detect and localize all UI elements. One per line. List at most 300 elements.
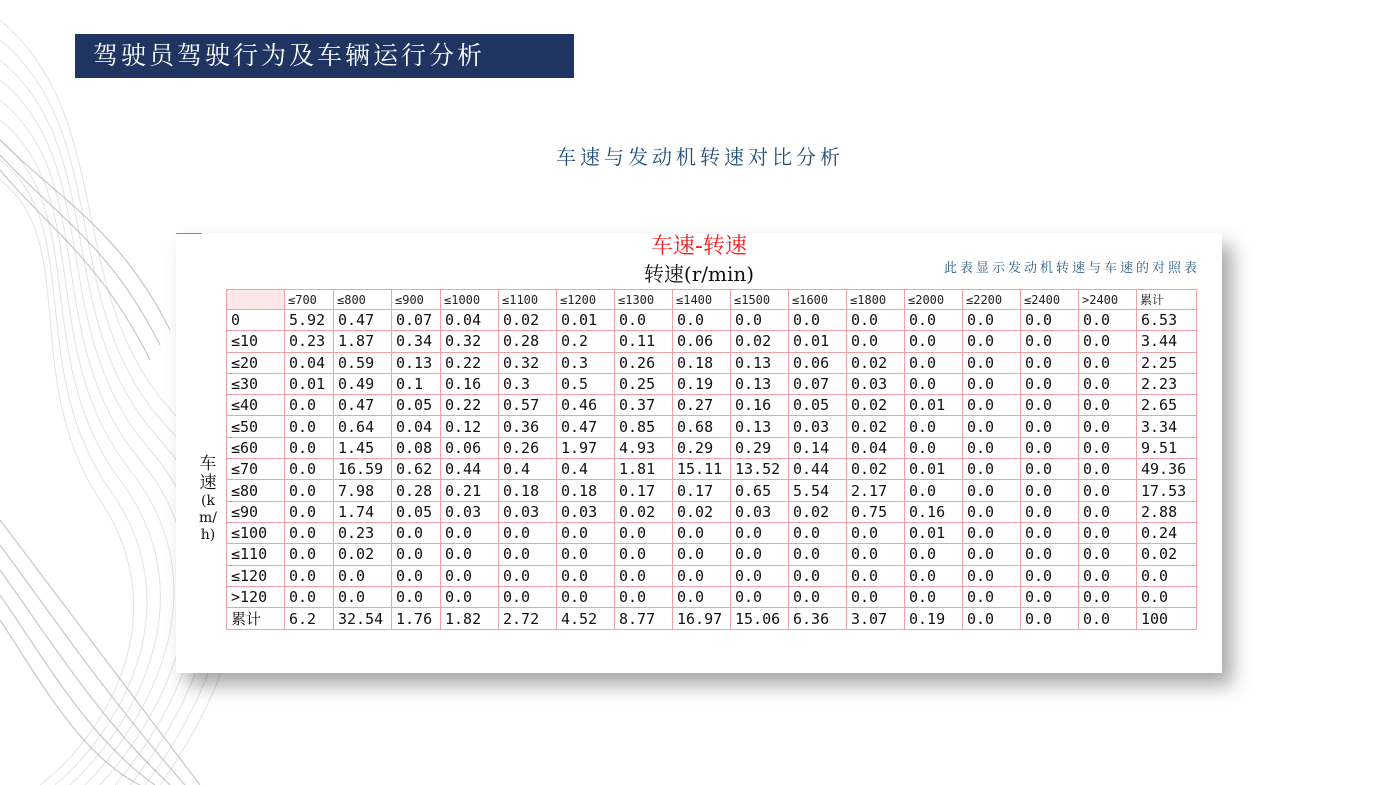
table-row <box>227 501 1197 522</box>
table-cell: 1.45 <box>334 437 392 458</box>
table-cell: 1.81 <box>615 459 673 480</box>
table-cell: 0.32 <box>499 352 557 373</box>
table-cell: 0.06 <box>441 437 499 458</box>
table-cell: 0.0 <box>334 586 392 607</box>
table-cell: 0.19 <box>673 373 731 394</box>
table-note: 此表显示发动机转速与车速的对照表 <box>943 261 1200 276</box>
table-cell: 0.0 <box>789 544 847 565</box>
table-cell: 0.0 <box>731 586 789 607</box>
table-cell: 0.0 <box>731 310 789 331</box>
table-cell: 0.0 <box>1021 565 1079 586</box>
table-cell: 0.0 <box>285 437 334 458</box>
table-cell: 0.0 <box>1079 608 1137 630</box>
row-header: 累计 <box>227 608 285 630</box>
table-cell: 0.18 <box>557 480 615 501</box>
table-cell: 0.27 <box>673 395 731 416</box>
table-cell: 0.0 <box>905 331 963 352</box>
table-cell: 0.0 <box>1079 586 1137 607</box>
table-cell: 7.98 <box>334 480 392 501</box>
row-header: 0 <box>227 310 285 331</box>
table-cell: 0.4 <box>557 459 615 480</box>
table-cell: 0.02 <box>731 331 789 352</box>
table-cell: 0.3 <box>499 373 557 394</box>
table-row <box>227 544 1197 565</box>
table-cell: 16.59 <box>334 459 392 480</box>
table-cell: 0.0 <box>1079 544 1137 565</box>
row-header: ≤110 <box>227 544 285 565</box>
table-cell: 0.12 <box>441 416 499 437</box>
table-cell: 0.68 <box>673 416 731 437</box>
table-cell: 0.02 <box>615 501 673 522</box>
table-cell: 0.0 <box>441 544 499 565</box>
table-cell: 0.0 <box>963 565 1021 586</box>
row-header: ≤50 <box>227 416 285 437</box>
table-cell: 0.0 <box>1021 544 1079 565</box>
table-cell: 0.0 <box>285 544 334 565</box>
table-cell: 0.0 <box>285 586 334 607</box>
column-header: ≤700 <box>285 290 334 310</box>
table-image-panel <box>176 233 1222 673</box>
table-cell: 2.65 <box>1137 395 1197 416</box>
table-cell: 4.52 <box>557 608 615 630</box>
table-cell: 0.0 <box>1021 501 1079 522</box>
table-cell: 0.0 <box>847 522 905 543</box>
table-cell: 0.0 <box>789 310 847 331</box>
table-cell: 0.0 <box>557 522 615 543</box>
table-cell: 0.13 <box>731 352 789 373</box>
table-cell: 0.47 <box>334 395 392 416</box>
row-axis-label-line: 车 <box>199 454 217 474</box>
table-cell: 17.53 <box>1137 480 1197 501</box>
table-cell: 0.23 <box>285 331 334 352</box>
table-cell: 0.29 <box>731 437 789 458</box>
column-header: ≤2200 <box>963 290 1021 310</box>
table-cell: 0.06 <box>789 352 847 373</box>
table-row-axis-label <box>197 455 219 544</box>
table-cell: 0.0 <box>615 522 673 543</box>
table-cell: 0.21 <box>441 480 499 501</box>
table-cell: 0.0 <box>963 501 1021 522</box>
table-cell: 0.44 <box>441 459 499 480</box>
table-cell: 0.0 <box>1021 310 1079 331</box>
column-header: ≤800 <box>334 290 392 310</box>
table-cell: 0.28 <box>392 480 441 501</box>
table-cell: 0.0 <box>392 522 441 543</box>
table-cell: 0.0 <box>1021 352 1079 373</box>
table-cell: 0.46 <box>557 395 615 416</box>
table-cell: 0.01 <box>557 310 615 331</box>
table-cell: 2.72 <box>499 608 557 630</box>
table-cell: 0.59 <box>334 352 392 373</box>
table-cell: 0.02 <box>847 395 905 416</box>
table-cell: 0.2 <box>557 331 615 352</box>
table-cell: 0.01 <box>905 459 963 480</box>
table-cell: 0.0 <box>285 565 334 586</box>
table-cell: 0.0 <box>963 331 1021 352</box>
row-header: ≤40 <box>227 395 285 416</box>
table-cell: 0.75 <box>847 501 905 522</box>
table-cell: 0.01 <box>285 373 334 394</box>
table-cell: 0.0 <box>731 544 789 565</box>
table-cell: 0.0 <box>905 416 963 437</box>
table-cell: 0.57 <box>499 395 557 416</box>
table-cell: 0.0 <box>963 459 1021 480</box>
table-row <box>227 459 1197 480</box>
table-cell: 0.3 <box>557 352 615 373</box>
table-cell: 0.0 <box>285 522 334 543</box>
table-cell: 0.0 <box>392 586 441 607</box>
table-cell: 0.05 <box>392 395 441 416</box>
table-cell: 1.74 <box>334 501 392 522</box>
table-cell: 0.28 <box>499 331 557 352</box>
table-cell: 0.36 <box>499 416 557 437</box>
table-cell: 0.04 <box>392 416 441 437</box>
table-cell: 0.47 <box>334 310 392 331</box>
table-cell: 0.0 <box>1079 373 1137 394</box>
table-cell: 49.36 <box>1137 459 1197 480</box>
table-title: 车速-转速 <box>651 234 747 259</box>
table-cell: 0.0 <box>847 331 905 352</box>
table-cell: 0.0 <box>1079 331 1137 352</box>
table-cell: 0.0 <box>789 586 847 607</box>
table-cell: 0.0 <box>392 565 441 586</box>
table-cell: 0.0 <box>1021 480 1079 501</box>
row-axis-label-line: (k <box>201 493 215 509</box>
speed-rpm-table <box>226 289 1197 630</box>
table-cell: 0.05 <box>789 395 847 416</box>
table-cell: 0.0 <box>1021 331 1079 352</box>
table-cell: 0.0 <box>905 565 963 586</box>
row-header: ≤60 <box>227 437 285 458</box>
table-cell: 0.0 <box>441 522 499 543</box>
table-cell: 0.0 <box>1079 437 1137 458</box>
table-cell: 1.97 <box>557 437 615 458</box>
table-cell: 0.22 <box>441 352 499 373</box>
table-cell: 0.65 <box>731 480 789 501</box>
table-cell: 15.06 <box>731 608 789 630</box>
table-corner-cell <box>227 290 285 310</box>
table-cell: 0.03 <box>499 501 557 522</box>
table-cell: 2.88 <box>1137 501 1197 522</box>
table-cell: 0.0 <box>557 544 615 565</box>
table-cell: 13.52 <box>731 459 789 480</box>
table-cell: 1.82 <box>441 608 499 630</box>
table-row <box>227 331 1197 352</box>
table-cell: 0.0 <box>285 395 334 416</box>
column-header: ≤1600 <box>789 290 847 310</box>
table-cell: 1.76 <box>392 608 441 630</box>
column-header: >2400 <box>1079 290 1137 310</box>
table-cell: 0.0 <box>615 586 673 607</box>
table-cell: 0.0 <box>1021 416 1079 437</box>
table-cell: 0.0 <box>285 416 334 437</box>
table-cell: 0.0 <box>847 310 905 331</box>
table-cell: 3.34 <box>1137 416 1197 437</box>
table-column-axis-label: 转速(r/min) <box>643 262 755 286</box>
table-cell: 0.0 <box>789 565 847 586</box>
table-cell: 0.26 <box>615 352 673 373</box>
table-cell: 0.16 <box>905 501 963 522</box>
table-cell: 0.07 <box>392 310 441 331</box>
table-cell: 0.0 <box>285 459 334 480</box>
table-row <box>227 395 1197 416</box>
table-cell: 0.04 <box>285 352 334 373</box>
table-cell: 0.13 <box>731 416 789 437</box>
table-cell: 5.54 <box>789 480 847 501</box>
table-cell: 0.0 <box>441 586 499 607</box>
table-cell: 0.23 <box>334 522 392 543</box>
table-cell: 0.02 <box>847 352 905 373</box>
table-cell: 0.0 <box>963 544 1021 565</box>
table-cell: 0.13 <box>731 373 789 394</box>
table-cell: 0.03 <box>847 373 905 394</box>
column-header: ≤1800 <box>847 290 905 310</box>
table-cell: 0.16 <box>731 395 789 416</box>
table-cell: 0.0 <box>557 586 615 607</box>
table-cell: 0.13 <box>392 352 441 373</box>
table-cell: 3.07 <box>847 608 905 630</box>
row-axis-label-line: h) <box>200 527 216 543</box>
table-cell: 0.01 <box>905 395 963 416</box>
table-row <box>227 522 1197 543</box>
table-cell: 0.0 <box>1079 459 1137 480</box>
table-cell: 6.36 <box>789 608 847 630</box>
table-row <box>227 373 1197 394</box>
column-header: ≤1200 <box>557 290 615 310</box>
table-cell: 0.0 <box>441 565 499 586</box>
table-cell: 0.0 <box>963 352 1021 373</box>
table-cell: 2.25 <box>1137 352 1197 373</box>
table-cell: 0.05 <box>392 501 441 522</box>
table-cell: 6.53 <box>1137 310 1197 331</box>
table-cell: 0.0 <box>905 373 963 394</box>
section-subtitle: 车速与发动机转速对比分析 <box>556 145 844 169</box>
table-cell: 0.0 <box>1079 565 1137 586</box>
table-cell: 9.51 <box>1137 437 1197 458</box>
table-cell: 0.26 <box>499 437 557 458</box>
table-cell: 0.0 <box>847 565 905 586</box>
table-cell: 0.0 <box>673 310 731 331</box>
table-row <box>227 565 1197 586</box>
page-title: 驾驶员驾驶行为及车辆运行分析 <box>93 41 486 70</box>
table-cell: 0.02 <box>1137 544 1197 565</box>
column-header: ≤900 <box>392 290 441 310</box>
table-cell: 0.08 <box>392 437 441 458</box>
row-header: ≤90 <box>227 501 285 522</box>
table-cell: 0.34 <box>392 331 441 352</box>
table-row <box>227 310 1197 331</box>
table-cell: 0.62 <box>392 459 441 480</box>
table-cell: 0.0 <box>615 565 673 586</box>
table-cell: 0.37 <box>615 395 673 416</box>
table-cell: 0.03 <box>731 501 789 522</box>
table-cell: 0.0 <box>392 544 441 565</box>
table-cell: 0.17 <box>615 480 673 501</box>
table-cell: 0.0 <box>285 480 334 501</box>
table-cell: 0.03 <box>789 416 847 437</box>
table-cell: 0.0 <box>1021 459 1079 480</box>
table-row <box>227 608 1197 630</box>
table-cell: 0.0 <box>615 544 673 565</box>
table-cell: 0.0 <box>1021 522 1079 543</box>
table-row <box>227 437 1197 458</box>
table-cell: 0.0 <box>789 522 847 543</box>
table-cell: 0.02 <box>847 416 905 437</box>
table-cell: 0.22 <box>441 395 499 416</box>
table-cell: 0.19 <box>905 608 963 630</box>
row-header: ≤20 <box>227 352 285 373</box>
table-cell: 0.03 <box>557 501 615 522</box>
table-cell: 3.44 <box>1137 331 1197 352</box>
table-cell: 0.18 <box>673 352 731 373</box>
table-cell: 0.0 <box>1021 395 1079 416</box>
table-cell: 0.0 <box>963 416 1021 437</box>
table-cell: 0.0 <box>673 544 731 565</box>
table-cell: 0.04 <box>441 310 499 331</box>
table-cell: 0.0 <box>963 480 1021 501</box>
table-cell: 0.4 <box>499 459 557 480</box>
table-cell: 0.0 <box>1021 437 1079 458</box>
row-header: ≤120 <box>227 565 285 586</box>
table-cell: 0.0 <box>905 437 963 458</box>
table-cell: 0.24 <box>1137 522 1197 543</box>
table-cell: 0.17 <box>673 480 731 501</box>
table-cell: 0.0 <box>499 565 557 586</box>
table-cell: 0.0 <box>1079 395 1137 416</box>
table-cell: 0.02 <box>334 544 392 565</box>
table-cell: 0.0 <box>731 522 789 543</box>
row-header: >120 <box>227 586 285 607</box>
table-cell: 0.11 <box>615 331 673 352</box>
table-cell: 0.0 <box>1079 480 1137 501</box>
table-cell: 0.0 <box>963 310 1021 331</box>
column-header: ≤1000 <box>441 290 499 310</box>
table-cell: 0.0 <box>673 565 731 586</box>
table-cell: 0.01 <box>789 331 847 352</box>
table-cell: 0.0 <box>499 544 557 565</box>
table-cell: 4.93 <box>615 437 673 458</box>
table-cell: 0.0 <box>1079 522 1137 543</box>
table-cell: 6.2 <box>285 608 334 630</box>
table-cell: 2.17 <box>847 480 905 501</box>
table-cell: 0.0 <box>847 544 905 565</box>
column-header: ≤1300 <box>615 290 673 310</box>
table-cell: 0.0 <box>905 310 963 331</box>
table-cell: 0.0 <box>905 544 963 565</box>
table-cell: 0.0 <box>557 565 615 586</box>
table-cell: 0.0 <box>1079 501 1137 522</box>
page-title-bar <box>75 34 574 78</box>
table-cell: 32.54 <box>334 608 392 630</box>
row-header: ≤70 <box>227 459 285 480</box>
table-cell: 0.01 <box>905 522 963 543</box>
table-cell: 16.97 <box>673 608 731 630</box>
table-row <box>227 416 1197 437</box>
table-cell: 0.0 <box>1021 586 1079 607</box>
table-cell: 0.02 <box>499 310 557 331</box>
table-cell: 0.07 <box>789 373 847 394</box>
table-cell: 0.0 <box>673 586 731 607</box>
table-cell: 0.02 <box>673 501 731 522</box>
table-cell: 0.1 <box>392 373 441 394</box>
table-cell: 0.0 <box>963 586 1021 607</box>
table-row <box>227 352 1197 373</box>
column-header: ≤1500 <box>731 290 789 310</box>
table-cell: 1.87 <box>334 331 392 352</box>
table-cell: 0.02 <box>847 459 905 480</box>
table-cell: 0.0 <box>499 522 557 543</box>
table-cell: 0.47 <box>557 416 615 437</box>
table-cell: 0.0 <box>963 608 1021 630</box>
table-cell: 0.49 <box>334 373 392 394</box>
column-header: ≤2000 <box>905 290 963 310</box>
table-cell: 0.0 <box>905 586 963 607</box>
table-cell: 0.06 <box>673 331 731 352</box>
column-header: ≤2400 <box>1021 290 1079 310</box>
column-header: ≤1400 <box>673 290 731 310</box>
table-cell: 0.14 <box>789 437 847 458</box>
table-cell: 0.18 <box>499 480 557 501</box>
table-cell: 0.0 <box>905 480 963 501</box>
table-cell: 2.23 <box>1137 373 1197 394</box>
table-cell: 0.0 <box>1021 608 1079 630</box>
row-header: ≤30 <box>227 373 285 394</box>
table-cell: 0.0 <box>615 310 673 331</box>
table-cell: 0.0 <box>847 586 905 607</box>
table-row <box>227 480 1197 501</box>
column-header: ≤1100 <box>499 290 557 310</box>
table-cell: 0.0 <box>1021 373 1079 394</box>
table-cell: 100 <box>1137 608 1197 630</box>
table-cell: 8.77 <box>615 608 673 630</box>
table-cell: 0.0 <box>1079 310 1137 331</box>
table-cell: 0.0 <box>1079 416 1137 437</box>
row-header: ≤80 <box>227 480 285 501</box>
table-cell: 0.0 <box>963 395 1021 416</box>
row-header: ≤100 <box>227 522 285 543</box>
table-cell: 0.25 <box>615 373 673 394</box>
table-row <box>227 586 1197 607</box>
table-cell: 0.5 <box>557 373 615 394</box>
table-cell: 0.29 <box>673 437 731 458</box>
table-cell: 0.04 <box>847 437 905 458</box>
table-cell: 0.02 <box>789 501 847 522</box>
table-cell: 0.0 <box>731 565 789 586</box>
table-cell: 0.0 <box>1137 565 1197 586</box>
column-header: 累计 <box>1137 290 1197 310</box>
table-cell: 0.85 <box>615 416 673 437</box>
table-cell: 0.0 <box>673 522 731 543</box>
table-cell: 0.32 <box>441 331 499 352</box>
row-axis-label-line: 速 <box>199 473 217 493</box>
table-cell: 0.64 <box>334 416 392 437</box>
row-axis-label-line: m/ <box>199 510 217 526</box>
table-cell: 0.0 <box>285 501 334 522</box>
table-cell: 0.03 <box>441 501 499 522</box>
table-cell: 0.0 <box>499 586 557 607</box>
table-cell: 0.0 <box>963 522 1021 543</box>
table-cell: 0.16 <box>441 373 499 394</box>
row-header: ≤10 <box>227 331 285 352</box>
table-cell: 0.44 <box>789 459 847 480</box>
table-cell: 0.0 <box>963 437 1021 458</box>
table-cell: 0.0 <box>1137 586 1197 607</box>
table-cell: 0.0 <box>334 565 392 586</box>
table-cell: 15.11 <box>673 459 731 480</box>
table-cell: 0.0 <box>1079 352 1137 373</box>
table-cell: 0.0 <box>905 352 963 373</box>
table-cell: 0.0 <box>963 373 1021 394</box>
